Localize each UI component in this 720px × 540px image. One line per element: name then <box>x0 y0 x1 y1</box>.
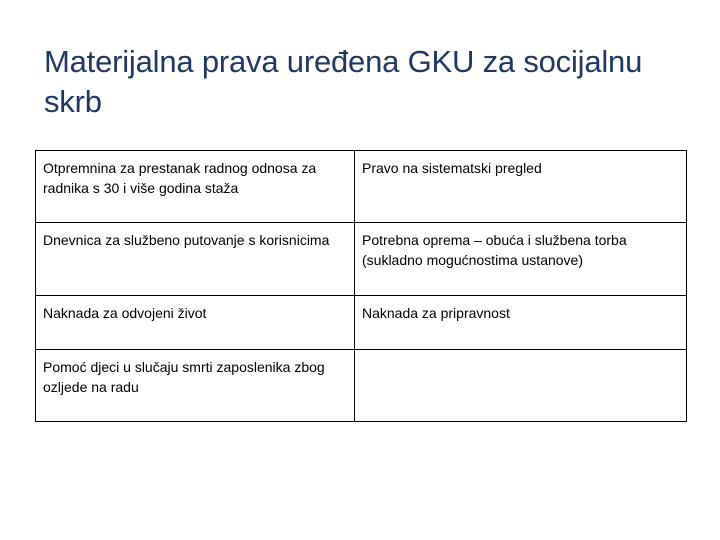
material-rights-table <box>35 150 687 422</box>
table-row <box>36 296 687 350</box>
table-cell-severance-pay: Otpremnina za prestanak radnog odnosa za radnika s 30 i više godina staža <box>36 151 355 223</box>
table-cell-separation-allowance: Naknada za odvojeni život <box>36 296 355 350</box>
table-row <box>36 151 687 223</box>
slide-title: Materijalna prava uređena GKU za socijalnu skrb <box>44 44 643 119</box>
table-row <box>36 223 687 296</box>
table-cell-travel-allowance: Dnevnica za službeno putovanje s korisnicima <box>36 223 355 296</box>
table-cell-work-equipment: Potrebna oprema – obuća i službena torba (sukladno mogućnostima ustanove) <box>355 223 687 296</box>
table-row <box>36 350 687 422</box>
table-cell-child-assistance: Pomoć djeci u slučaju smrti zaposlenika zbog ozljede na radu <box>36 350 355 422</box>
table-cell-empty <box>355 350 687 422</box>
table-cell-standby-allowance: Naknada za pripravnost <box>355 296 687 350</box>
table-cell-medical-checkup: Pravo na sistematski pregled <box>355 151 687 223</box>
